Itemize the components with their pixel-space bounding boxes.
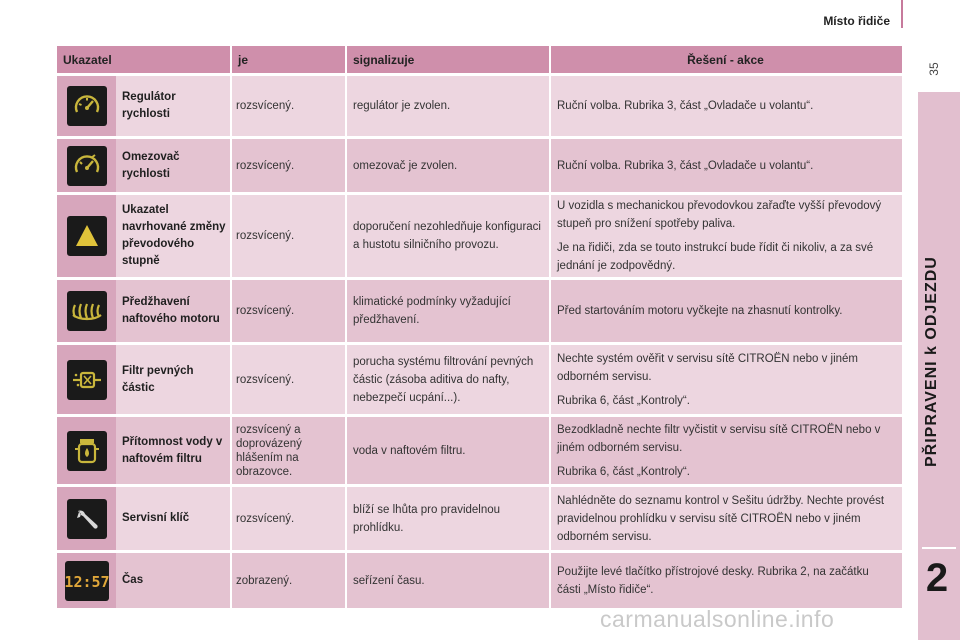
indicator-action: Nahlédněte do seznamu kontrol v Sešitu údržby. Nechte provést pravidelnou prohlídku v servisu sítě CITROËN nebo v jiném odborném servisu. (549, 487, 902, 550)
indicator-action: Ruční volba. Rubrika 3, část „Ovladače u volantu“. (549, 76, 902, 136)
table-row (57, 550, 902, 608)
table-row (57, 136, 902, 192)
indicator-action: Použijte levé tlačítko přístrojové desky. Rubrika 2, na začátku části „Místo řidiče“. (549, 553, 902, 608)
indicator-signal: klimatické podmínky vyžadující předžhavení. (345, 280, 549, 342)
indicator-name: Ukazatel navrhované změny převodového stupně (122, 204, 226, 267)
table-row (57, 192, 902, 277)
table-row (57, 73, 902, 136)
column-header-signal: signalizuje (345, 46, 549, 73)
indicator-name: Předžhavení naftového motoru (122, 296, 220, 325)
column-header-action: Řešení - akce (549, 46, 902, 73)
clock-display-icon (65, 561, 109, 601)
indicator-action: Před startováním motoru vyčkejte na zhasnutí kontrolky. (549, 280, 902, 342)
indicator-action: U vozidla s mechanickou převodovkou zařaďte vyšší převodový stupeň pro snížení spotřeby paliva. Je na řidiči, zda se touto instrukcí bude řídit či nikoliv, a za své jednání je zodpovědný. (549, 195, 902, 277)
indicator-state: rozsvícený. (230, 487, 345, 550)
clock-display-value: 12:57 (63, 572, 110, 591)
table-row (57, 414, 902, 484)
service-wrench-icon (67, 499, 107, 539)
indicator-signal: blíží se lhůta pro pravidelnou prohlídku. (345, 487, 549, 550)
column-header-state: je (230, 46, 345, 73)
indicator-state: zobrazený. (230, 553, 345, 608)
indicator-name: Servisní klíč (122, 512, 190, 524)
indicator-signal: doporučení nezohledňuje konfiguraci a hustotu silničního provozu. (345, 195, 549, 277)
table-row (57, 342, 902, 414)
water-in-fuel-icon (67, 431, 107, 471)
indicator-state: rozsvícený. (230, 76, 345, 136)
indicator-signal: regulátor je zvolen. (345, 76, 549, 136)
speed-limiter-icon (67, 146, 107, 186)
chapter-number: 2 (925, 556, 949, 600)
indicator-name: Filtr pevných částic (122, 364, 194, 394)
header-rule (901, 0, 903, 28)
indicator-name: Regulátor rychlosti (122, 91, 176, 120)
particle-filter-icon (67, 360, 107, 400)
indicator-state: rozsvícený. (230, 280, 345, 342)
indicator-name: Přítomnost vody v naftovém filtru (122, 435, 223, 465)
column-header-indicator: Ukazatel (63, 52, 112, 67)
glow-plug-icon (67, 291, 107, 331)
indicator-signal: seřízení času. (345, 553, 549, 608)
speed-regulator-icon (67, 86, 107, 126)
chapter-divider (922, 547, 956, 549)
indicator-signal: omezovač je zvolen. (345, 139, 549, 192)
table-row (57, 484, 902, 550)
indicator-state: rozsvícený a doprovázený hlášením na obrazovce. (230, 417, 345, 484)
indicator-signal: porucha systému filtrování pevných částic (zásoba aditiva do nafty, nebezpečí ucpání...). (345, 345, 549, 414)
indicator-action: Ruční volba. Rubrika 3, část „Ovladače u volantu“. (549, 139, 902, 192)
page-number: 35 (927, 62, 941, 76)
gear-shift-indicator-icon (67, 216, 107, 256)
indicator-action: Bezodkladně nechte filtr vyčistit v servisu sítě CITROËN nebo v jiném odborném servisu. Rubrika 6, část „Kontroly“. (549, 417, 902, 484)
chapter-title: PŘIPRAVENI k ODJEZDU (923, 256, 940, 468)
indicator-signal: voda v naftovém filtru. (345, 417, 549, 484)
table-row (57, 277, 902, 342)
indicator-action: Nechte systém ověřit v servisu sítě CITROËN nebo v jiném odborném servisu. Rubrika 6, část „Kontroly“. (549, 345, 902, 414)
indicator-state: rozsvícený. (230, 345, 345, 414)
header-title: Místo řidiče (823, 14, 890, 28)
watermark: carmanualsonline.info (600, 606, 835, 632)
indicator-name: Čas (122, 574, 144, 586)
table-header (57, 46, 902, 73)
indicator-table (57, 46, 902, 608)
indicator-state: rozsvícený. (230, 195, 345, 277)
indicator-state: rozsvícený. (230, 139, 345, 192)
indicator-name: Omezovač rychlosti (122, 150, 180, 180)
chapter-side-tab (918, 92, 960, 640)
